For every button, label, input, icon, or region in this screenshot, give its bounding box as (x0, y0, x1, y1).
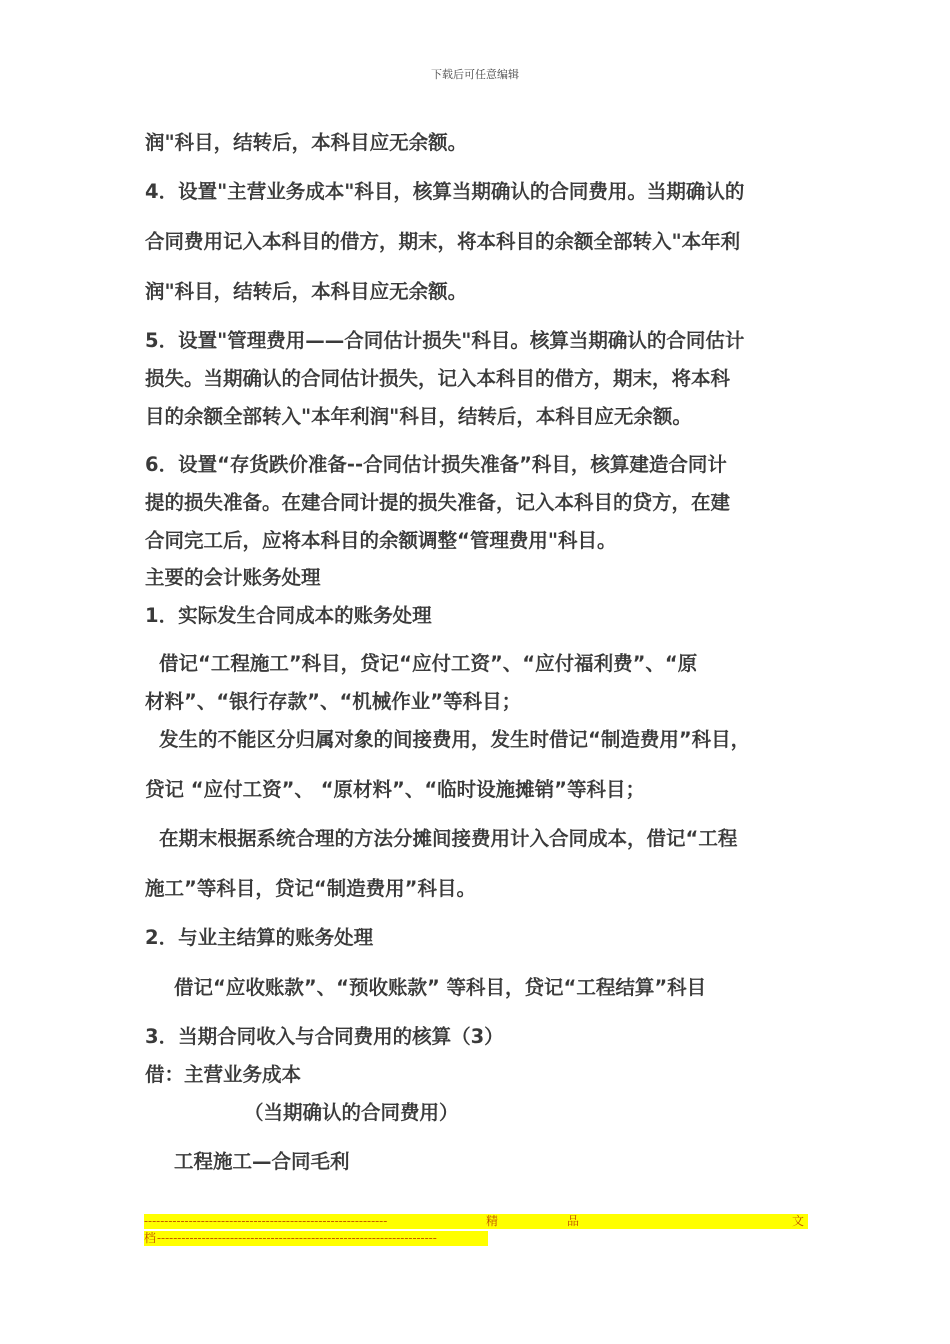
footer-char: 文 (792, 1214, 805, 1228)
text-line: 工程施工—合同毛利 (174, 1150, 350, 1173)
text-line: 5．设置"管理费用——合同估计损失"科目。核算当期确认的合同估计 (145, 329, 745, 352)
text-line: 润"科目，结转后，本科目应无余额。 (145, 131, 468, 154)
text-line: 目的余额全部转入"本年利润"科目，结转后，本科目应无余额。 (145, 405, 692, 428)
text-line: 在期末根据系统合理的方法分摊间接费用计入合同成本，借记“工程 (159, 827, 738, 850)
text-line: 润"科目，结转后，本科目应无余额。 (145, 280, 468, 303)
text-line: 借记“工程施工”科目，贷记“应付工资”、“应付福利费”、“原 (159, 652, 698, 675)
footer-dashes: ------------------------------------------------------------ (144, 1214, 388, 1228)
text-line: （当期确认的合同费用） (244, 1101, 459, 1124)
text-line: 材料”、“银行存款”、“机械作业”等科目； (145, 690, 522, 713)
text-line: 合同完工后，应将本科目的余额调整“管理费用"科目。 (145, 529, 617, 552)
footer-char: 精 (486, 1214, 499, 1228)
footer-char: 档 (144, 1231, 157, 1245)
footer-dashes: --------------------------------------------------------------------- (157, 1231, 437, 1245)
text-line: 借：主营业务成本 (145, 1063, 302, 1086)
text-line: 贷记 “应付工资”、 “原材料”、“临时设施摊销”等科目； (145, 778, 645, 801)
text-line: 4．设置"主营业务成本"科目，核算当期确认的合同费用。当期确认的 (145, 180, 745, 203)
text-line: 6．设置“存货跌价准备--合同估计损失准备”科目，核算建造合同计 (145, 453, 727, 476)
text-line: 2．与业主结算的账务处理 (145, 926, 374, 949)
section-heading: 主要的会计账务处理 (145, 566, 321, 589)
text-line: 发生的不能区分归属对象的间接费用，发生时借记“制造费用”科目， (159, 728, 751, 751)
footer-banner-row-1 (144, 1214, 808, 1229)
text-line: 合同费用记入本科目的借方，期末，将本科目的余额全部转入"本年利 (145, 230, 741, 253)
text-line: 提的损失准备。在建合同计提的损失准备，记入本科目的贷方，在建 (145, 491, 731, 514)
footer-char: 品 (567, 1214, 580, 1228)
text-line: 施工”等科目，贷记“制造费用”科目。 (145, 877, 476, 900)
text-line: 借记“应收账款”、“预收账款” 等科目，贷记“工程结算”科目 (174, 976, 707, 999)
footer-banner-row-2 (144, 1231, 488, 1246)
text-line: 3．当期合同收入与合同费用的核算（3） (145, 1025, 504, 1048)
page-header: 下载后可任意编辑 (431, 68, 519, 81)
text-line: 1．实际发生合同成本的账务处理 (145, 604, 432, 627)
text-line: 损失。当期确认的合同估计损失，记入本科目的借方，期末，将本科 (145, 367, 731, 390)
